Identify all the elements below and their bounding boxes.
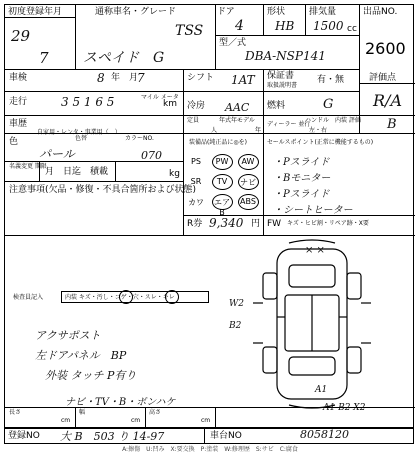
auction-inspection-sheet bbox=[4, 4, 414, 428]
inspector-items: 内装 キズ・汚し・コゲ・穴・スレ・キレ bbox=[65, 294, 175, 301]
height-unit: cm bbox=[201, 417, 211, 424]
model-label: 型／式 bbox=[219, 38, 247, 48]
circle-mark bbox=[165, 290, 179, 304]
recycle-label: R券 bbox=[187, 219, 203, 229]
capacity-label: 定員 bbox=[187, 117, 200, 124]
door-label: ドア bbox=[217, 7, 235, 17]
circle-mark bbox=[238, 194, 259, 210]
note-line-3: 外装 タッチ P有り bbox=[45, 369, 137, 382]
displacement-label: 排気量 bbox=[309, 7, 337, 17]
dealer-label: ディーラー 並行 bbox=[267, 121, 311, 128]
warranty-sub-label: 取扱説明書 bbox=[267, 82, 298, 89]
recycle-value: 9,340 bbox=[209, 216, 244, 230]
model-code-value: DBA-NSP141 bbox=[245, 49, 326, 63]
car-damage-diagram bbox=[249, 239, 379, 409]
note-line-1: アクサポスト bbox=[35, 329, 101, 342]
width-unit: cm bbox=[131, 417, 141, 424]
shape-label: 形状 bbox=[267, 7, 286, 17]
grade-code-value: TSS bbox=[175, 23, 204, 39]
reg-no-label: 登録NO bbox=[8, 431, 40, 441]
door-value: 4 bbox=[235, 18, 244, 34]
kg-unit: kg bbox=[169, 169, 180, 179]
equipment-label: 装備品(純正品に◎を) bbox=[189, 139, 247, 146]
selling-point-3: ・Pスライド bbox=[273, 189, 330, 200]
color-label: 色 bbox=[9, 137, 19, 147]
chassis-no-label: 車台NO bbox=[210, 431, 242, 441]
color-change-label: 色替 bbox=[75, 135, 88, 142]
year-model-label: 年式年モデル bbox=[219, 117, 255, 124]
diagram-mark-w2: W2 bbox=[229, 299, 244, 309]
fw-label: FW bbox=[267, 219, 282, 229]
selling-point-1: ・Pスライド bbox=[273, 157, 330, 168]
color-value: パール bbox=[39, 147, 75, 161]
lot-no-label: 出品NO. bbox=[363, 7, 398, 17]
fuel-value: G bbox=[323, 97, 334, 112]
reg-month-value: 7 bbox=[39, 49, 49, 67]
equip-leather: カワ bbox=[188, 198, 204, 207]
inspection-label: 車検 bbox=[9, 73, 28, 83]
length-label: 長さ bbox=[9, 409, 22, 416]
capacity-unit: 人 bbox=[211, 127, 218, 134]
warranty-label: 保証書 bbox=[267, 71, 295, 81]
usage-sub-label: 自家用・レンタ・事業用（ ） bbox=[37, 129, 121, 136]
aircon-value: AAC bbox=[225, 101, 250, 114]
reg-no-value: 大 B 503 り 14-97 bbox=[60, 430, 165, 443]
selling-point-2: ・Bモニター bbox=[273, 173, 331, 184]
cc-label: cc bbox=[347, 24, 357, 34]
shape-value: HB bbox=[275, 19, 295, 33]
equip-ps: PS bbox=[191, 157, 201, 166]
shift-label: シフト bbox=[187, 73, 215, 83]
mile-note: マイル メータ bbox=[141, 94, 179, 101]
rating-label: 評価点 bbox=[369, 73, 397, 83]
equip-aw: AW bbox=[241, 157, 255, 166]
length-unit: cm bbox=[61, 417, 71, 424]
chassis-no-value: 8058120 bbox=[300, 428, 349, 441]
car-name-value: スペイド G bbox=[83, 50, 165, 66]
equip-sr: SR bbox=[190, 177, 202, 186]
reg-year-value: 29 bbox=[11, 27, 31, 45]
aircon-label: 冷房 bbox=[187, 101, 206, 111]
notes-label: 注意事項(欠品・修復・不具合箇所および状態) bbox=[9, 185, 197, 195]
usage-label: 車歴 bbox=[9, 119, 28, 129]
diagram-mark-xx: × × bbox=[305, 245, 325, 256]
displacement-value: 1500 bbox=[313, 19, 344, 33]
diagram-mark-a1: A1 bbox=[315, 385, 328, 395]
mileage-value: 3 5 1 6 5 bbox=[61, 95, 115, 109]
color-code-value: 070 bbox=[141, 149, 162, 162]
shift-value: 1AT bbox=[231, 73, 255, 87]
equip-navi: ナビ bbox=[240, 178, 256, 187]
name-grade-label: 通称車名・グレード bbox=[95, 7, 177, 17]
name-change-label: 名義変更 期限 bbox=[9, 163, 47, 170]
circle-mark bbox=[212, 194, 233, 210]
circle-mark bbox=[119, 290, 133, 304]
inspection-year-value: 8 bbox=[97, 71, 105, 85]
circle-mark bbox=[238, 154, 259, 170]
circle-mark bbox=[212, 174, 233, 190]
fuel-label: 燃料 bbox=[267, 101, 286, 111]
equip-tv: TV bbox=[216, 177, 228, 186]
circle-mark bbox=[212, 154, 233, 170]
selling-point-4: ・シートヒーター bbox=[273, 205, 353, 216]
equip-airbag: エアB bbox=[214, 198, 230, 217]
note-line-2: 左ドアパネル BP bbox=[35, 349, 127, 362]
first-reg-label: 初度登録年月 bbox=[8, 7, 63, 17]
recycle-unit: 円 bbox=[251, 219, 261, 229]
diagram-mark-b2: B2 bbox=[229, 321, 242, 331]
color-no-label: カラーNO. bbox=[125, 135, 154, 142]
year-unit: 年 bbox=[255, 127, 262, 134]
mileage-label: 走行 bbox=[9, 97, 28, 107]
diagram-mark-a1-b2-x2: A1 B2 X2 bbox=[323, 403, 366, 413]
handle-label: ハンドル bbox=[305, 117, 330, 124]
selling-points-label: セールスポイント(正常に機能するもの) bbox=[267, 139, 374, 146]
circle-mark bbox=[238, 174, 259, 190]
height-label: 高さ bbox=[149, 409, 162, 416]
rating-value: R/A bbox=[373, 91, 402, 110]
equip-pw: PW bbox=[215, 157, 229, 166]
equip-abs: ABS bbox=[240, 197, 256, 206]
width-label: 幅 bbox=[79, 409, 86, 416]
date-row-label: 月 日迄 積載 bbox=[45, 167, 109, 177]
note-line-4: ナビ・TV・B・ボンハケ bbox=[65, 397, 176, 408]
damage-legend: A:擦傷 U:凹み X:要交換 P:塗装 W:修理歴 S:サビ C:腐食 bbox=[122, 446, 298, 453]
mileage-unit: km bbox=[163, 99, 177, 109]
fw-detail: キズ・ヒビ割・リペア跡・X要 bbox=[287, 220, 369, 227]
lot-no-value: 2600 bbox=[365, 39, 406, 58]
inspector-label: 検査員記入 bbox=[13, 294, 44, 301]
handle-value: 左・右 bbox=[309, 127, 328, 134]
interior-grade-value: B bbox=[387, 117, 397, 132]
warranty-yes-no: 有・無 bbox=[317, 75, 345, 85]
inspection-month-value: 7 bbox=[137, 71, 145, 85]
inspection-unit-label: 年 月 bbox=[111, 73, 139, 83]
interior-label: 内装 評価 bbox=[335, 117, 361, 124]
